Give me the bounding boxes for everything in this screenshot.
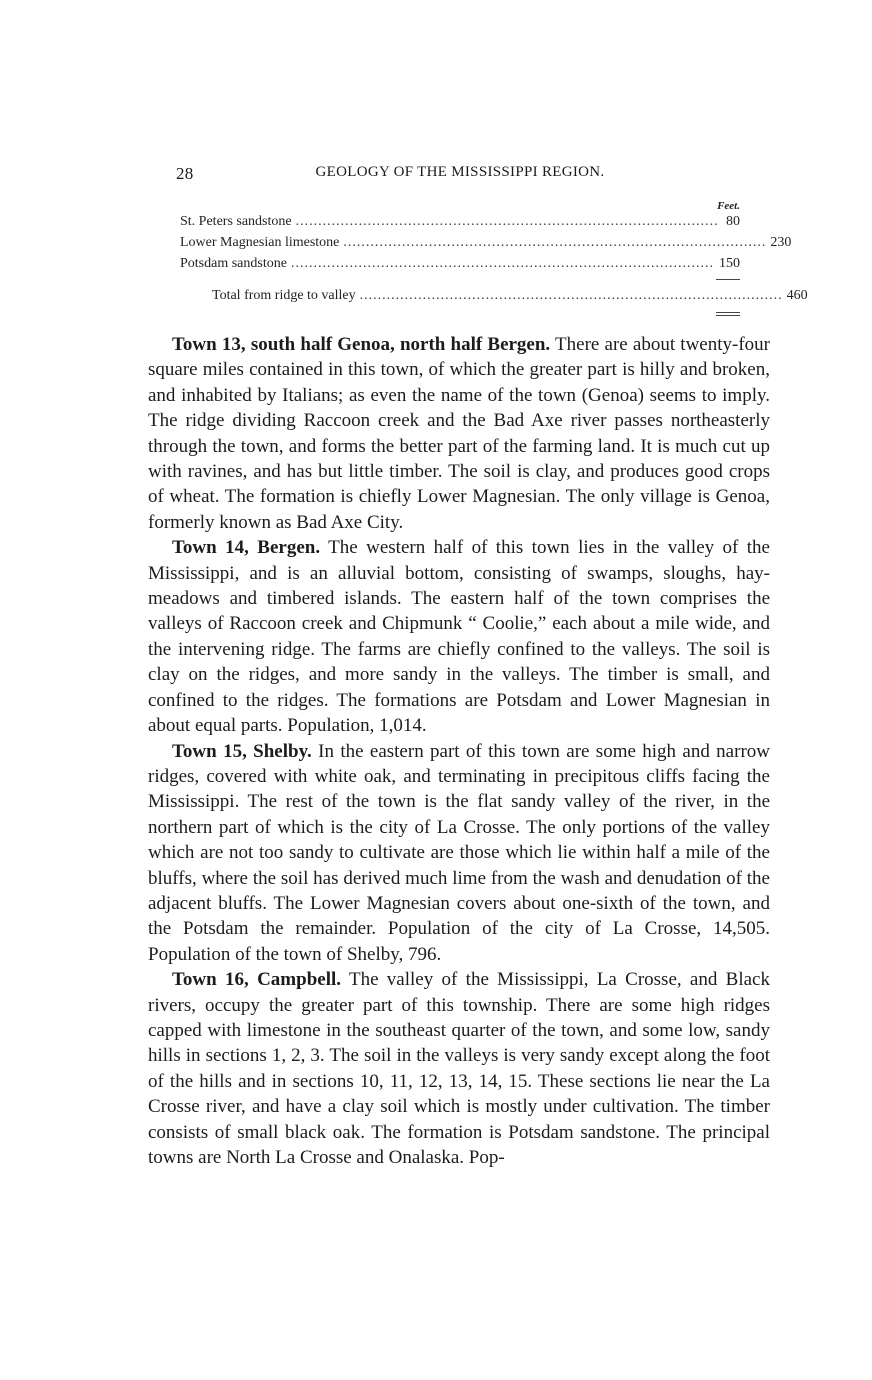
page-header <box>148 160 772 188</box>
paragraph-heading: Town 14, Bergen. <box>172 537 321 559</box>
row-value: 150 <box>719 256 740 271</box>
leader-dots: .............................................................................................. <box>343 235 767 250</box>
paragraph-town-13 <box>148 332 770 535</box>
leader-dots: .............................................................................................. <box>290 256 714 271</box>
row-name: Lower Magnesian limestone <box>180 235 340 250</box>
leader-dots: .............................................................................................. <box>359 288 783 303</box>
paragraph-town-16 <box>148 967 770 1170</box>
page <box>148 160 808 1170</box>
paragraph-heading: Town 15, Shelby. <box>172 740 312 762</box>
row-value: 80 <box>726 214 740 229</box>
paragraph-town-14 <box>148 535 770 738</box>
row-value: 230 <box>770 235 792 250</box>
section-table <box>180 200 808 316</box>
row-name: Potsdam sandstone <box>180 256 287 271</box>
paragraph-body: In the eastern part of this town are some high and narrow ridges, covered with white oak, and terminating in precipitous cliffs facing the Mississippi. The rest of the town is the flat sandy valley of the river, in the northern part of which is the city of La Crosse. The only portions of the valley which are not too sandy to cultivate are those which lie within half a mile of the bluffs, where the soil has derived much lime from the wash and denudation of the adjacent bluffs. The Lower Magnesian covers about one-sixth of the town, and the Potsdam the remainder. Population of the city of La Crosse, 14,505. Population of the town of Shelby, 796. <box>148 740 770 965</box>
paragraph-body: The valley of the Mississippi, La Crosse, and Black rivers, occupy the greater part of this township. There are some high ridges capped with limestone in the southeast quarter of the town, and some low, sandy hills in sections 1, 2, 3. The soil in the valleys is very sandy except along the foot of the hills and in sections 10, 11, 12, 13, 14, 15. These sections lie near the La Crosse river, and have a clay soil which is mostly under cultivation. The timber consists of small black oak. The formation is Potsdam sandstone. The principal towns are North La Crosse and Onalaska. Pop- <box>148 969 770 1168</box>
table-total-row <box>180 288 808 309</box>
page-number: 28 <box>176 164 194 183</box>
table-row <box>180 214 740 235</box>
paragraph-body: There are about twenty-four square miles contained in this town, of which the greater part is hilly and broken, and inhabited by Italians; as even the name of the town (Genoa) seems to imply. The ridge dividing Raccoon creek and the Bad Axe river passes northeasterly through the town, and forms the better part of the farming land. It is much cut up with ravines, and has but little timber. The soil is clay, and produces good crops of wheat. The formation is chiefly Lower Magnesian. The only village is Genoa, formerly known as Bad Axe City. <box>148 334 770 533</box>
leader-dots: .............................................................................................. <box>295 214 719 229</box>
total-name: Total from ridge to valley <box>212 288 356 303</box>
paragraph-body: The western half of this town lies in the valley of the Mississippi, and is an alluvial bottom, consisting of swamps, sloughs, hay-meadows and timbered islands. The eastern half of the town comprises the valleys of Raccoon creek and Chipmunk “ Coolie,” each about a mile wide, and the intervening ridge. The farms are chiefly confined to the valleys. The soil is clay on the ridges, and more sandy in the valleys. The timber is small, and confined to the ridges. The formations are Potsdam and Lower Magnesian in about equal parts. Population, 1,014. <box>148 537 770 737</box>
total-value: 460 <box>786 288 808 303</box>
paragraph-heading: Town 16, Campbell. <box>172 969 341 991</box>
units-label: Feet. <box>717 200 740 212</box>
body-text <box>148 332 770 1170</box>
table-row <box>180 256 740 277</box>
row-name: St. Peters sandstone <box>180 214 292 229</box>
paragraph-heading: Town 13, south half Genoa, north half Bergen. <box>172 334 551 355</box>
table-row <box>180 235 792 256</box>
sum-rule <box>716 279 740 280</box>
total-double-rule <box>716 312 740 316</box>
running-title: GEOLOGY OF THE MISSISSIPPI REGION. <box>315 164 605 180</box>
paragraph-town-15 <box>148 739 770 968</box>
